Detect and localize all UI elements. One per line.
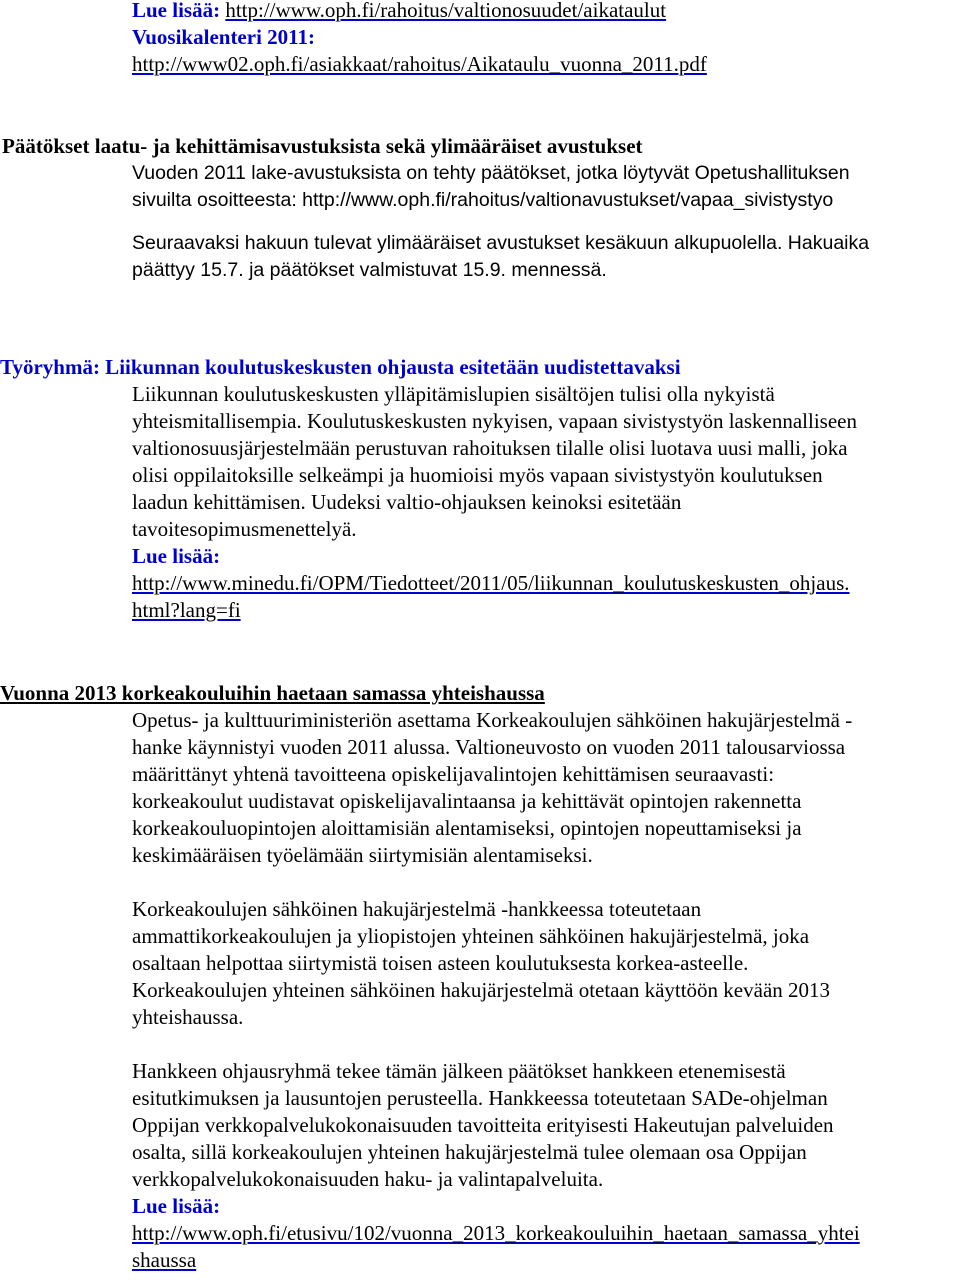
paragraph-line: osalta, sillä korkeakoulujen yhteinen hakujärjestelmä tulee olemaan osa Oppijan	[132, 1140, 807, 1164]
lue-lisaa-label: Lue lisää:	[132, 1194, 221, 1218]
oph-etusivu-link-cont[interactable]: shaussa	[132, 1248, 197, 1272]
paragraph-line: hanke käynnistyi vuoden 2011 alussa. Valtioneuvosto on vuoden 2011 talousarviossa	[132, 735, 846, 759]
minedu-link[interactable]: http://www.minedu.fi/OPM/Tiedotteet/2011/05/liikunnan_koulutuskeskusten_ohjaus.	[132, 571, 850, 595]
paragraph-line: Oppijan verkkopalvelukokonaisuuden tavoitteita erityisesti Hakeutujan palveluiden	[132, 1113, 834, 1137]
aikataulu-pdf-link[interactable]: http://www02.oph.fi/asiakkaat/rahoitus/Aikataulu_vuonna_2011.pdf	[132, 52, 707, 76]
section-heading: Vuonna 2013 korkeakouluihin haetaan samassa yhteishaussa	[0, 681, 545, 705]
paragraph-line: ammattikorkeakoulujen ja yliopistojen yhteinen sähköinen hakujärjestelmä, joka	[132, 924, 810, 948]
section-heading: Päätökset laatu- ja kehittämisavustuksista sekä ylimääräiset avustukset	[2, 134, 643, 158]
paragraph-line: esitutkimuksen ja lausuntojen perusteella. Hankkeessa toteutetaan SADe-ohjelman	[132, 1086, 828, 1110]
section-heading: Työryhmä: Liikunnan koulutuskeskusten ohjausta esitetään uudistettavaksi	[0, 355, 681, 379]
paragraph-line: olisi oppilaitoksille selkeämpi ja huomioisi myös vapaan sivistystyön koulutuksen	[132, 463, 823, 487]
paragraph-line: Vuoden 2011 lake-avustuksista on tehty päätökset, jotka löytyvät Opetushallituksen	[132, 162, 850, 184]
section-paatokset	[0, 133, 958, 284]
section-tyoryhma	[0, 354, 958, 624]
paragraph-line: sivuilta osoitteesta: http://www.oph.fi/rahoitus/valtionavustukset/vapaa_sivistystyo	[132, 189, 834, 211]
paragraph-line: tavoitesopimusmenettelyä.	[132, 517, 357, 541]
paragraph-line: korkeakoulut uudistavat opiskelijavalintaansa ja kehittävät opintojen rakennetta	[132, 789, 802, 813]
paragraph-line: yhteishaussa.	[132, 1005, 244, 1029]
paragraph-line: laadun kehittämisen. Uudeksi valtio-ohjauksen keinoksi esitetään	[132, 490, 682, 514]
paragraph-line: Korkeakoulujen sähköinen hakujärjestelmä -hankkeessa toteutetaan	[132, 897, 702, 921]
paragraph-line: Liikunnan koulutuskeskusten ylläpitämislupien sisältöjen tulisi olla nykyistä	[132, 382, 775, 406]
top-links	[0, 0, 960, 78]
paragraph-line: yhteismitallisempia. Koulutuskeskusten nykyisen, vapaan sivistystyön laskennalliseen	[132, 409, 857, 433]
paragraph-line: Korkeakoulujen yhteinen sähköinen hakujärjestelmä otetaan käyttöön kevään 2013	[132, 978, 831, 1002]
vuosikalenteri-label: Vuosikalenteri 2011:	[132, 25, 315, 49]
minedu-link-cont[interactable]: html?lang=fi	[132, 598, 241, 622]
lue-lisaa-label: Lue lisää:	[132, 0, 221, 22]
paragraph-line: korkeakouluopintojen aloittamisiän alentamiseksi, opintojen nopeuttamiseksi ja	[132, 816, 802, 840]
paragraph-line: määrittänyt yhtenä tavoitteena opiskelijavalintojen kehittämisen seuraavasti:	[132, 762, 775, 786]
paragraph-line: Opetus- ja kulttuuriministeriön asettama Korkeakoulujen sähköinen hakujärjestelmä -	[132, 708, 853, 732]
paragraph-line: päättyy 15.7. ja päätökset valmistuvat 15.9. mennessä.	[132, 259, 607, 281]
paragraph-line: Seuraavaksi hakuun tulevat ylimääräiset avustukset kesäkuun alkupuolella. Hakuaika	[132, 232, 870, 254]
paragraph-line: keskimääräisen työelämään siirtymisiän alentamiseksi.	[132, 843, 593, 867]
aikataulut-link[interactable]: http://www.oph.fi/rahoitus/valtionosuudet/aikataulut	[225, 0, 667, 22]
lue-lisaa-label: Lue lisää:	[132, 544, 221, 568]
oph-etusivu-link[interactable]: http://www.oph.fi/etusivu/102/vuonna_2013_korkeakouluihin_haetaan_samassa_yhtei	[132, 1221, 860, 1245]
paragraph-line: valtionosuusjärjestelmään perustuvan rahoituksen tilalle olisi luotava uusi malli, joka	[132, 436, 848, 460]
paragraph-line: verkkopalvelukokonaisuuden haku- ja valintapalveluita.	[132, 1167, 604, 1191]
paragraph-line: Hankkeen ohjausryhmä tekee tämän jälkeen päätökset hankkeen etenemisestä	[132, 1059, 786, 1083]
section-korkeakoulut	[0, 680, 958, 1274]
paragraph-line: osaltaan helpottaa siirtymistä toisen asteen koulutuksesta korkea-asteelle.	[132, 951, 749, 975]
